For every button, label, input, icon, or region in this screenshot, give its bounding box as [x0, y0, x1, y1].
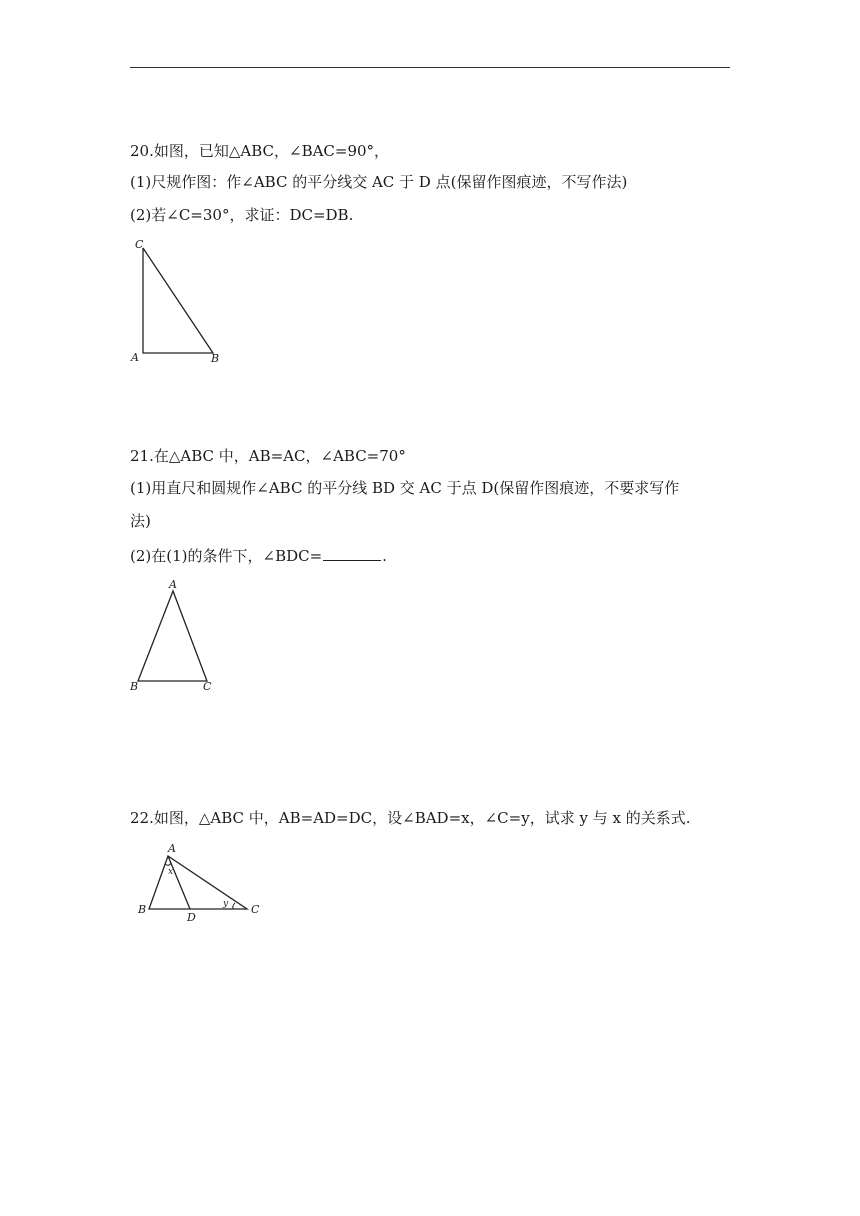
vertex-label-c: C: [251, 903, 260, 916]
vertex-label-a: A: [169, 578, 177, 591]
problem-21-part1-line1: (1)用直尺和圆规作∠ABC 的平分线 BD 交 AC 于点 D(保留作图痕迹，不要求写作: [130, 479, 680, 497]
vertex-label-a: A: [131, 351, 139, 364]
problem-21-part1-line2: 法): [130, 512, 151, 530]
part2-period: .: [382, 547, 387, 565]
vertex-label-d: D: [187, 911, 196, 924]
vertex-label-b: B: [130, 680, 139, 693]
angle-label-y: y: [223, 899, 229, 909]
triangle-abc-22: [149, 856, 247, 909]
vertex-label-c: C: [203, 680, 212, 693]
vertex-label-c: C: [135, 238, 144, 251]
angle-label-x: x: [168, 867, 174, 877]
part2-text: (2)在(1)的条件下，∠BDC=: [130, 547, 323, 565]
problem-20-part1: (1)尺规作图：作∠ABC 的平分线交 AC 于 D 点(保留作图痕迹，不写作法): [130, 173, 628, 191]
problem-22-title: 22.如图，△ABC 中，AB=AD=DC，设∠BAD=x，∠C=y，试求 y 与 x 的关系式.: [130, 809, 691, 827]
problem-20-part2: (2)若∠C=30°，求证：DC=DB.: [130, 206, 354, 224]
angle-y-arc: [233, 903, 235, 909]
vertex-label-a: A: [168, 842, 176, 855]
vertex-label-b: B: [211, 352, 220, 365]
problem-20-title: 20.如图，已知△ABC，∠BAC=90°，: [130, 142, 390, 160]
problem-21-title: 21.在△ABC 中，AB=AC，∠ABC=70°: [130, 447, 406, 465]
vertex-label-b: B: [138, 903, 147, 916]
